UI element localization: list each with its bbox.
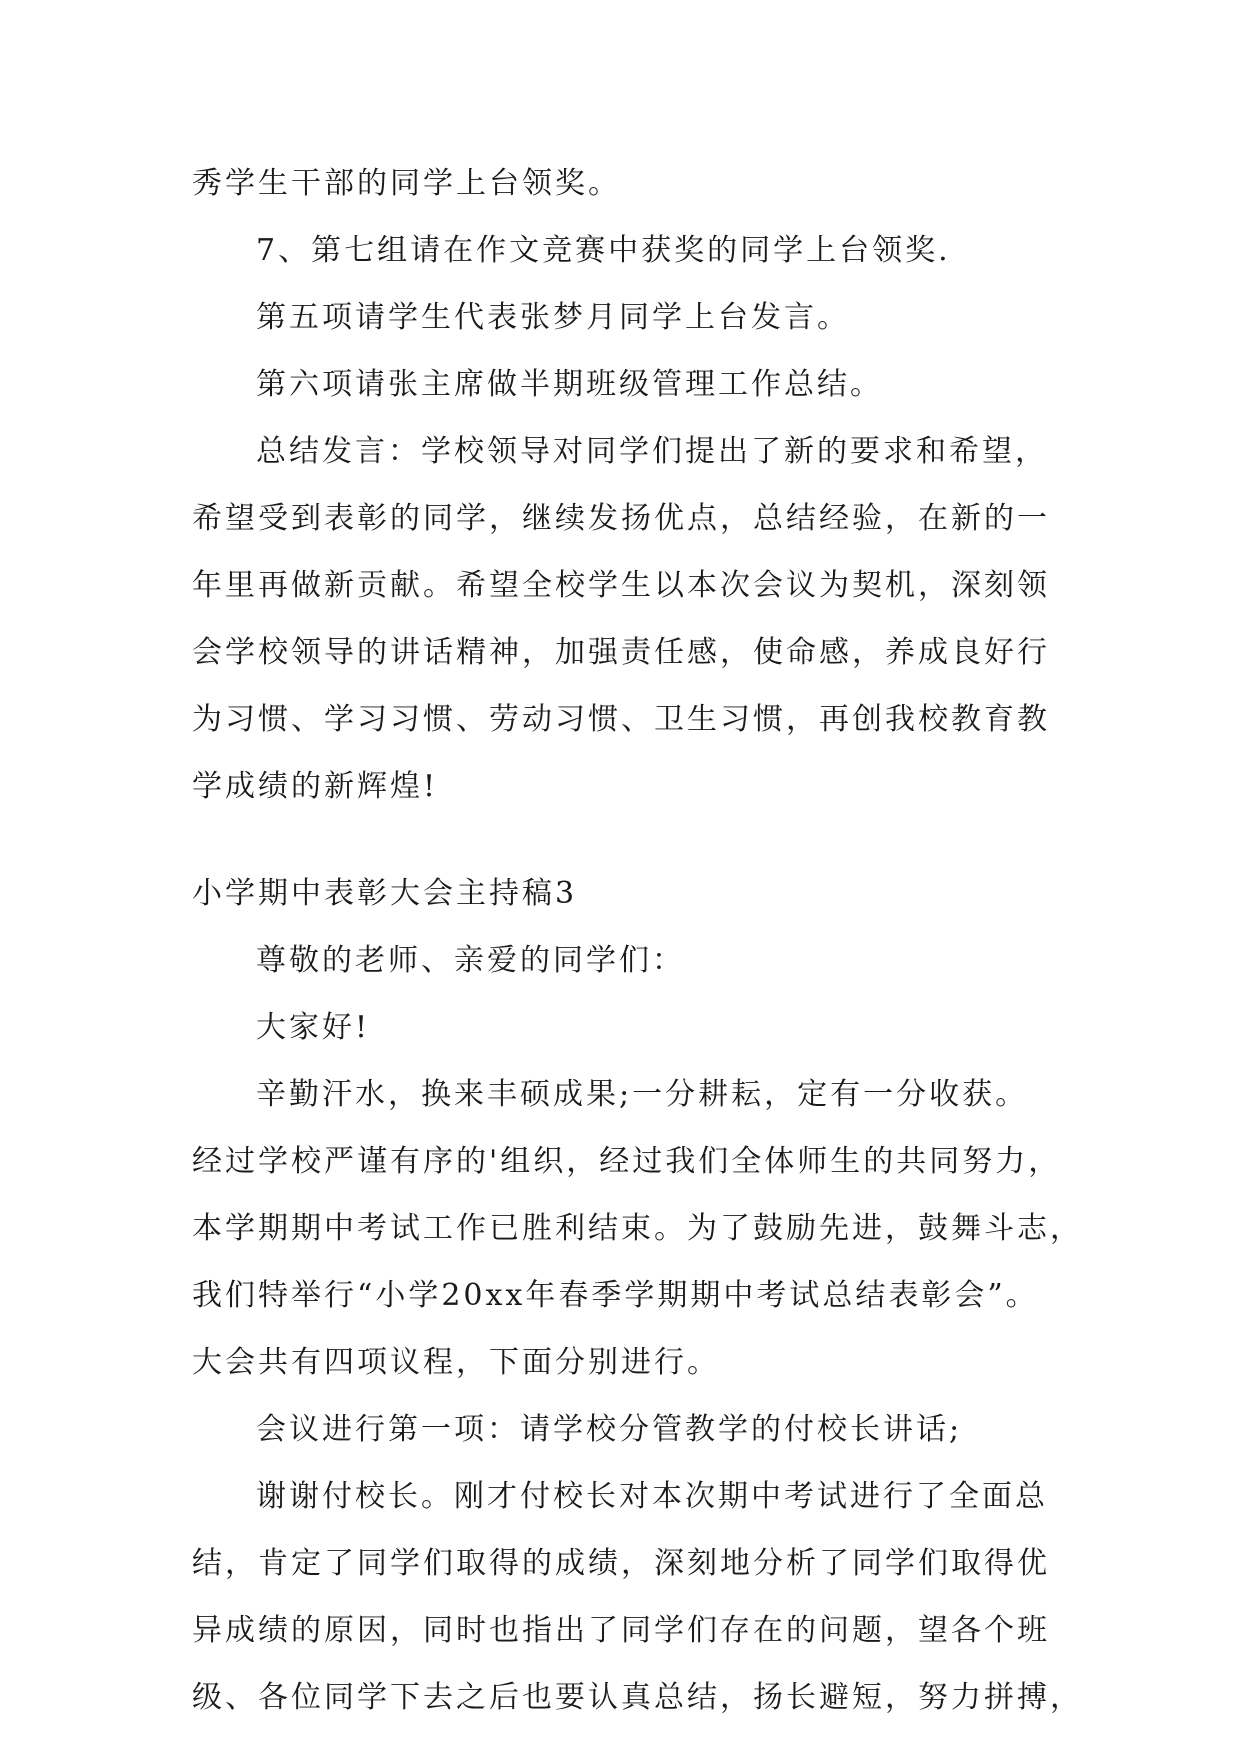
text-line: 我们特举行“小学20xx年春季学期期中考试总结表彰会”。: [192, 1278, 1039, 1313]
section-spacer: [192, 820, 1072, 860]
text-line: 会议进行第一项：请学校分管教学的付校长讲话;: [256, 1412, 963, 1447]
text-line: 第五项请学生代表张梦月同学上台发言。: [256, 300, 850, 335]
text-line: 年里再做新贡献。希望全校学生以本次会议为契机，深刻领: [192, 568, 1050, 603]
text-line: 希望受到表彰的同学，继续发扬优点，总结经验，在新的一: [192, 501, 1050, 536]
text-line: 大家好!: [256, 1010, 371, 1045]
text-line: 谢谢付校长。刚才付校长对本次期中考试进行了全面总: [256, 1479, 1048, 1514]
text-line: 经过学校严谨有序的'组织，经过我们全体师生的共同努力，: [192, 1144, 1062, 1179]
text-line: 为习惯、学习习惯、劳动习惯、卫生习惯，再创我校教育教: [192, 702, 1050, 737]
text-line: 尊敬的老师、亲爱的同学们：: [256, 943, 685, 978]
text-line: 会学校领导的讲话精神，加强责任感，使命感，养成良好行: [192, 635, 1050, 670]
text-line: 异成绩的原因，同时也指出了同学们存在的问题，望各个班: [192, 1613, 1050, 1648]
text-line: 第六项请张主席做半期班级管理工作总结。: [256, 367, 883, 402]
text-line: 辛勤汗水，换来丰硕成果;一分耕耘，定有一分收获。: [256, 1077, 1029, 1112]
text-line: 结，肯定了同学们取得的成绩，深刻地分析了同学们取得优: [192, 1546, 1050, 1581]
text-line: 学成绩的新辉煌!: [192, 769, 439, 804]
text-line: 7、第七组请在作文竞赛中获奖的同学上台领奖.: [256, 233, 951, 268]
text-line: 秀学生干部的同学上台领奖。: [192, 166, 621, 201]
text-line: 级、各位同学下去之后也要认真总结，扬长避短，努力拼搏，: [192, 1680, 1083, 1715]
document-page: [192, 150, 1083, 1731]
text-line: 本学期期中考试工作已胜利结束。为了鼓励先进，鼓舞斗志，: [192, 1211, 1083, 1246]
text-line: 大会共有四项议程，下面分别进行。: [192, 1345, 720, 1380]
text-line: 总结发言：学校领导对同学们提出了新的要求和希望，: [256, 434, 1048, 469]
section-heading: 小学期中表彰大会主持稿3: [192, 876, 578, 911]
